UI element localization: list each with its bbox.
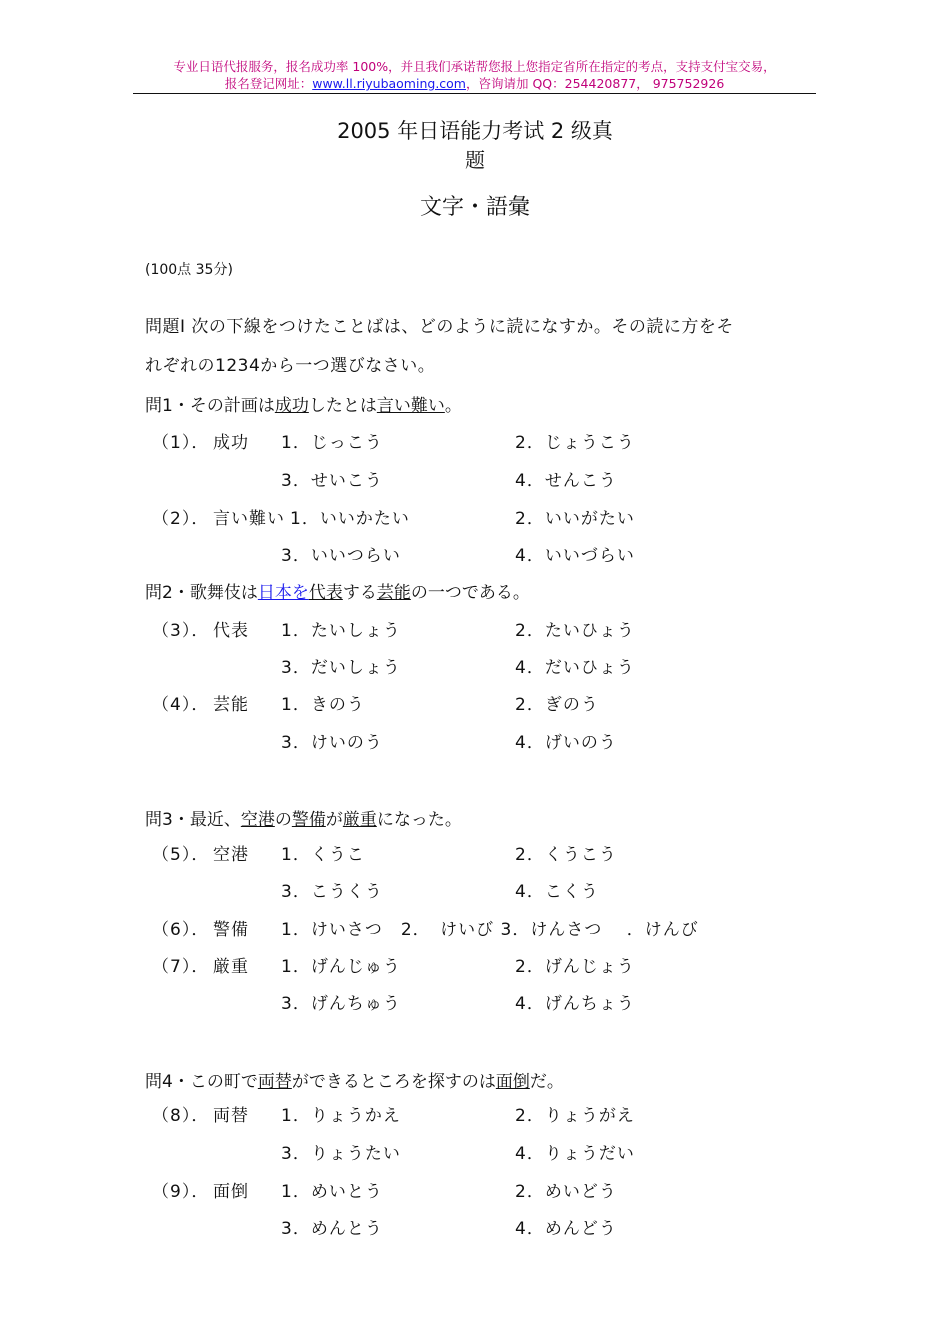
options-inline[interactable]: 1．けいさつ 2． けいび 3．けんさつ ．けんび bbox=[281, 920, 699, 940]
instruction-line-1: 問題Ⅰ 次の下線をつけたことばは、どのように読になすか。その読に方をそ bbox=[145, 317, 734, 337]
underlined-word: 警備 bbox=[291, 810, 326, 830]
item-number: （5）． bbox=[152, 845, 210, 865]
instruction-line-2: れぞれの1234から一つ選びなさい。 bbox=[145, 356, 436, 376]
underlined-word: 厳重 bbox=[342, 810, 377, 830]
option-4[interactable]: 4．めんどう bbox=[515, 1219, 617, 1239]
option-1[interactable]: 1．りょうかえ bbox=[281, 1106, 401, 1126]
page-header bbox=[133, 58, 816, 92]
option-4[interactable]: 4．だいひょう bbox=[515, 658, 635, 678]
question-2-heading: 問2・歌舞伎は日本を代表する芸能の一つである。 bbox=[145, 583, 530, 603]
item-2-row-b bbox=[0, 541, 950, 567]
option-3[interactable]: 3．りょうたい bbox=[281, 1144, 401, 1164]
underlined-word: 代表 bbox=[308, 583, 343, 603]
score-info: (100点 35分) bbox=[145, 262, 233, 278]
option-1[interactable]: 1．げんじゅう bbox=[281, 957, 401, 977]
item-word: 代表 bbox=[213, 621, 249, 641]
item-7-row-a bbox=[0, 952, 950, 978]
question-3-heading: 問3・最近、空港の警備が厳重になった。 bbox=[145, 810, 462, 830]
item-word: 警備 bbox=[213, 920, 249, 940]
item-number: （6）． bbox=[152, 920, 210, 940]
item-number: （9）． bbox=[152, 1182, 210, 1202]
option-3[interactable]: 3．せいこう bbox=[281, 471, 383, 491]
underlined-word: 芸能 bbox=[376, 583, 411, 603]
item-word: 成功 bbox=[213, 433, 249, 453]
header-contact: ，咨询请加 QQ：254420877， 975752926 bbox=[466, 76, 725, 91]
option-2[interactable]: 2．ぎのう bbox=[515, 695, 599, 715]
item-word: 面倒 bbox=[213, 1182, 249, 1202]
page-title-cont: 题 bbox=[465, 148, 485, 172]
option-3[interactable]: 3．だいしょう bbox=[281, 658, 401, 678]
option-1[interactable]: 1．めいとう bbox=[281, 1182, 383, 1202]
item-number: （4）． bbox=[152, 695, 210, 715]
section-title: 文字・語彙 bbox=[419, 195, 530, 220]
header-line-1: 专业日语代报服务，报名成功率 100%，并且我们承诺帮您报上您指定省所在指定的考点，支持支付宝交易， bbox=[173, 59, 776, 74]
option-3[interactable]: 3．こうくう bbox=[281, 882, 383, 902]
item-5-row-a bbox=[0, 840, 950, 866]
underlined-word: 両替 bbox=[257, 1072, 292, 1092]
registration-link[interactable]: www.ll.riyubaoming.com bbox=[312, 76, 466, 91]
option-4[interactable]: 4．いいづらい bbox=[515, 546, 635, 566]
option-1[interactable]: 1．いいかたい bbox=[290, 509, 410, 529]
item-word: 言い難い bbox=[213, 509, 285, 529]
option-4[interactable]: 4．せんこう bbox=[515, 471, 617, 491]
option-4[interactable]: 4．げいのう bbox=[515, 733, 617, 753]
item-5-row-b bbox=[0, 877, 950, 903]
option-2[interactable]: 2．じょうこう bbox=[515, 433, 635, 453]
underlined-word: 面倒 bbox=[495, 1072, 530, 1092]
item-number: （8）． bbox=[152, 1106, 210, 1126]
underlined-word: 言い難い bbox=[376, 396, 445, 416]
item-4-row-b bbox=[0, 728, 950, 754]
option-3[interactable]: 3．めんとう bbox=[281, 1219, 383, 1239]
item-7-row-b bbox=[0, 989, 950, 1015]
item-3-row-a bbox=[0, 616, 950, 642]
item-word: 空港 bbox=[213, 845, 249, 865]
item-9-row-a bbox=[0, 1177, 950, 1203]
option-1[interactable]: 1．たいしょう bbox=[281, 621, 401, 641]
option-4[interactable]: 4．りょうだい bbox=[515, 1144, 635, 1164]
item-word: 両替 bbox=[213, 1106, 249, 1126]
option-3[interactable]: 3．いいつらい bbox=[281, 546, 401, 566]
item-number: （1）． bbox=[152, 433, 210, 453]
item-word: 厳重 bbox=[213, 957, 249, 977]
header-line-2-prefix: 报名登记网址： bbox=[224, 76, 313, 91]
item-1-row-b bbox=[0, 466, 950, 492]
header-line-2 bbox=[133, 75, 816, 92]
underlined-word: 成功 bbox=[274, 396, 309, 416]
question-1-heading: 問1・その計画は成功したとは言い難い。 bbox=[145, 396, 462, 416]
item-word: 芸能 bbox=[213, 695, 249, 715]
item-2-row-a bbox=[0, 504, 950, 530]
header-divider bbox=[133, 93, 816, 94]
option-2[interactable]: 2．たいひょう bbox=[515, 621, 635, 641]
option-1[interactable]: 1．じっこう bbox=[281, 433, 383, 453]
option-3[interactable]: 3．げんちゅう bbox=[281, 994, 401, 1014]
item-8-row-b bbox=[0, 1139, 950, 1165]
option-4[interactable]: 4．こくう bbox=[515, 882, 599, 902]
item-9-row-b bbox=[0, 1214, 950, 1240]
underlined-word: 空港 bbox=[240, 810, 275, 830]
option-2[interactable]: 2．いいがたい bbox=[515, 509, 635, 529]
hyperlink-text[interactable]: 日本を bbox=[257, 583, 309, 603]
option-2[interactable]: 2．りょうがえ bbox=[515, 1106, 635, 1126]
item-1-row-a bbox=[0, 428, 950, 454]
item-number: （3）． bbox=[152, 621, 210, 641]
option-1[interactable]: 1．きのう bbox=[281, 695, 365, 715]
option-2[interactable]: 2．くうこう bbox=[515, 845, 617, 865]
item-4-row-a bbox=[0, 690, 950, 716]
option-3[interactable]: 3．けいのう bbox=[281, 733, 383, 753]
option-2[interactable]: 2．げんじょう bbox=[515, 957, 635, 977]
item-6-row bbox=[0, 915, 950, 941]
option-1[interactable]: 1．くうこ bbox=[281, 845, 365, 865]
item-8-row-a bbox=[0, 1101, 950, 1127]
question-4-heading: 問4・この町で両替ができるところを探すのは面倒だ。 bbox=[145, 1072, 564, 1092]
item-3-row-b bbox=[0, 653, 950, 679]
option-2[interactable]: 2．めいどう bbox=[515, 1182, 617, 1202]
page-title: 2005 年日语能力考试 2 级真 bbox=[337, 119, 613, 143]
item-number: （7）． bbox=[152, 957, 210, 977]
option-4[interactable]: 4．げんちょう bbox=[515, 994, 635, 1014]
item-number: （2）． bbox=[152, 509, 210, 529]
